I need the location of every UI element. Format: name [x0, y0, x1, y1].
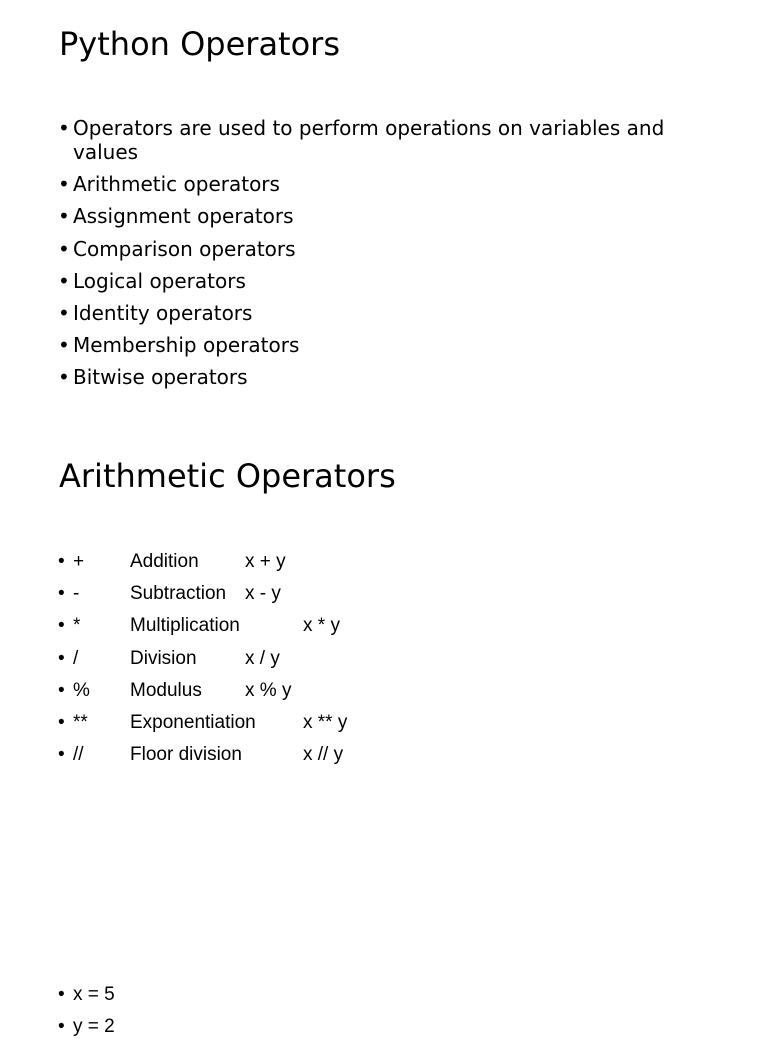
operator-name: Floor division — [130, 744, 242, 766]
example-values-list — [58, 983, 558, 1047]
operator-example: x * y — [303, 615, 340, 637]
list-item: • Assignment operators — [58, 204, 708, 228]
operator-symbol: • * — [73, 615, 81, 637]
operator-symbol: • / — [73, 647, 79, 669]
operator-row — [58, 647, 558, 671]
operator-symbol: • - — [73, 583, 80, 605]
operator-name: Subtraction — [130, 583, 227, 605]
list-item: • Operators are used to perform operations on variables and values — [58, 116, 708, 164]
operator-row — [58, 582, 558, 606]
operator-name: Exponentiation — [130, 711, 256, 733]
operator-row — [58, 711, 558, 735]
operator-example: x / y — [245, 647, 280, 669]
list-item: • x = 5 — [58, 983, 558, 1007]
operator-row — [58, 550, 558, 574]
operator-name: Division — [130, 647, 197, 669]
arithmetic-operators-list — [58, 550, 558, 775]
list-item: • Membership operators — [58, 333, 708, 357]
list-item: • Logical operators — [58, 269, 708, 293]
list-item: • Bitwise operators — [58, 365, 708, 389]
operator-name: Multiplication — [130, 615, 240, 637]
list-item: • Comparison operators — [58, 237, 708, 261]
operator-name: Modulus — [130, 679, 202, 701]
operator-symbol: • // — [73, 744, 84, 766]
operator-example: x ** y — [303, 711, 348, 733]
operator-symbol: • % — [73, 679, 90, 701]
operator-example: x % y — [245, 679, 292, 701]
operator-types-list — [58, 116, 708, 398]
section-title: Arithmetic Operators — [59, 457, 396, 495]
operator-row — [58, 614, 558, 638]
operator-example: x // y — [303, 744, 344, 766]
operator-row — [58, 743, 558, 767]
list-item: • Identity operators — [58, 301, 708, 325]
operator-symbol: • ** — [73, 711, 88, 733]
operator-example: x + y — [245, 551, 286, 572]
operator-name: Addition — [130, 551, 199, 572]
operator-row — [58, 679, 558, 703]
page-title: Python Operators — [59, 25, 340, 63]
list-item: • Arithmetic operators — [58, 172, 708, 196]
operator-symbol: • + — [73, 551, 85, 572]
list-item: • y = 2 — [58, 1015, 558, 1039]
operator-example: x - y — [245, 583, 281, 605]
